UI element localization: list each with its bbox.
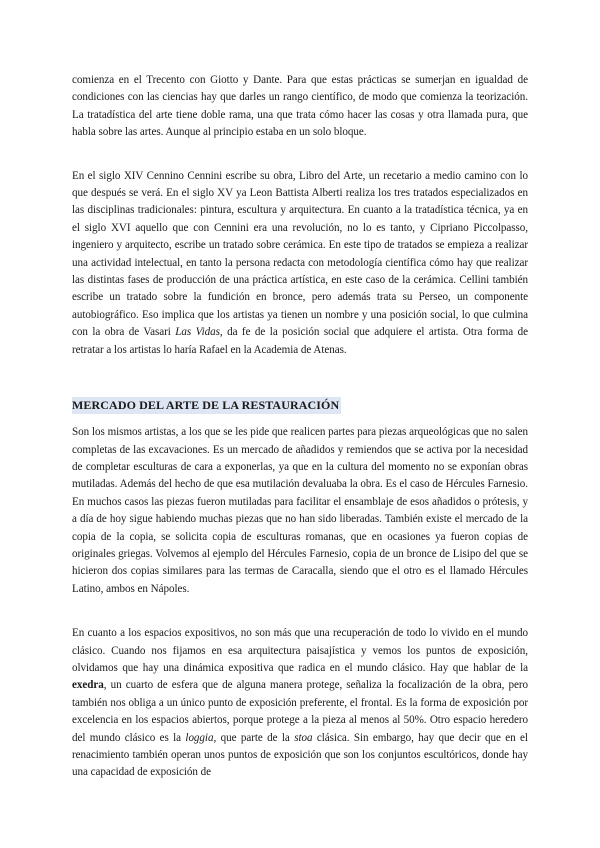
paragraph-text: , da fe de la posición social que adquiere el artista. Otra forma de retratar a los artistas lo haría Rafael en la Academia de Atenas. xyxy=(72,326,528,356)
paragraph-text: , un cuarto de esfera que de alguna manera protege, señaliza la focalización de la obra, pero también nos obliga a un único punto de exposición preferente, el frontal. Es la forma de exposición por excelencia en los espacios abiertos, porque protege a la pieza al menos al 50%. Otro espacio heredero del mundo clásico es la xyxy=(72,679,528,744)
paragraph-tratados xyxy=(72,168,528,359)
paragraph-text: clásica. Sin embargo, hay que decir que en el renacimiento también operan unos puntos de exposición que son los conjuntos escultóricos, donde hay una capacidad de exposición de xyxy=(72,731,528,779)
paragraph-text: En cuanto a los espacios expositivos, no son más que una recuperación de todo lo vivido en el mundo clásico. Cuando nos fijamos en esa arquitectura paisajística y vemos los puntos de exposición, olvidamos que hay una dinámica expositiva que radica en el mundo clásico. Hay que hablar de la xyxy=(72,627,528,674)
paragraph-tratadistica xyxy=(72,72,528,142)
paragraph-text: Son los mismos artistas, a los que se les pide que realicen partes para piezas arqueológicas que no salen completas de las excavaciones. Es un mercado de añadidos y remiendos que se activa por la necesidad de completar esculturas de cara a exponerlas, ya que en la cultura del momento no se exponían obras mutiladas. Además del hecho de que esa mutilación devaluaba la obra. Es el caso de Hércules Farnesio. En muchos casos las piezas fueron mutiladas para facilitar el ensamblaje de esos añadidos o prótesis, y a día de hoy sigue habiendo muchas piezas que no han sido liberadas. También existe el mercado de la copia de la copia, se solicita copia de esculturas romanas, que en ocasiones ya fueron copias de originales griegas. Volvemos al ejemplo del Hércules Farnesio, copia de un bronce de Lisipo del que se hicieron dos copias similares para las termas de Caracalla, siendo que el otro es el llamado Hércules Latino, ambos en Nápoles. xyxy=(72,426,528,595)
book-title-las-vidas: Las Vidas xyxy=(175,326,220,339)
paragraph-spacer xyxy=(72,598,528,625)
paragraph-mercado xyxy=(72,424,528,598)
term-loggia: loggia xyxy=(185,731,214,744)
paragraph-text: , que parte de la xyxy=(213,731,290,744)
paragraph-spacer xyxy=(72,414,528,424)
paragraph-spacer xyxy=(72,359,528,396)
paragraph-text: En el siglo XIV Cennino Cennini escribe su obra, Libro del Arte, un recetario a medio camino con lo que después se verá. En el siglo XV ya Leon Battista Alberti realiza los tres tratados especializados en las disciplinas tradicionales: pintura, escultura y arquitectura. En cuanto a la tratadística técnica, ya en el siglo XVI aquello que con Cennini era una revolución, no lo es tanto, y Cipriano Piccolpasso, ingeniero y arquitecto, escribe un tratado sobre cerámica. En este tipo de tratados se empieza a realizar una actividad intelectual, en tanto la persona redacta con metodología científica cómo hay que realizar las distintas fases de producción de una práctica artística, en este caso de la cerámica. Cellini también escribe un tratado sobre la fundición en bronce, pero además trata su Perseo, un componente autobiográfico. Eso implica que los artistas ya tienen un nombre y una posición social, lo que culmina con la obra de Vasari xyxy=(72,169,528,339)
paragraph-spacer xyxy=(72,142,528,168)
term-exedra: exedra xyxy=(72,679,104,692)
document-page xyxy=(72,72,528,782)
paragraph-text: comienza en el Trecento con Giotto y Dante. Para que estas prácticas se sumerjan en igualdad de condiciones con las ciencias hay que darles un rango científico, de modo que comienza la teorización. La tratadística del arte tiene doble rama, una que trata cómo hacer las cosas y otra llamada pura, que habla sobre las artes. Aunque al principio estaba en un solo bloque. xyxy=(72,74,528,139)
paragraph-espacios-expositivos xyxy=(72,625,528,782)
section-heading: MERCADO DEL ARTE DE LA RESTAURACIÓN xyxy=(72,398,340,413)
term-stoa: stoa xyxy=(294,731,313,744)
